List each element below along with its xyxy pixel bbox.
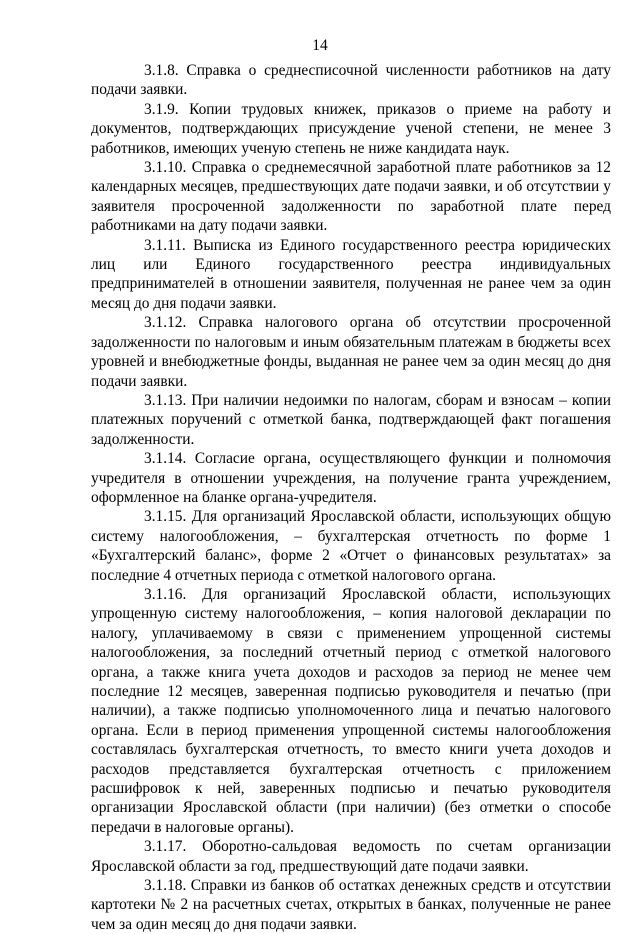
paragraph-3-1-8: 3.1.8. Справка о среднесписочной численности работников на дату подачи заявки. xyxy=(91,62,611,99)
paragraph-3-1-10: 3.1.10. Справка о среднемесячной заработной плате работников за 12 календарных месяцев, предшествующих дате подачи заявки, и об отсутствии у заявителя просроченной задолженности по заработной плате перед работниками на дату подачи заявки. xyxy=(91,159,611,235)
paragraph-3-1-13: 3.1.13. При наличии недоимки по налогам, сборам и взносам – копии платежных поручений с отметкой банка, подтверждающей факт погашения задолженности. xyxy=(91,391,611,448)
paragraph-3-1-18: 3.1.18. Справки из банков об остатках денежных средств и отсутствии картотеки № 2 на расчетных счетах, открытых в банках, полученные не ранее чем за один месяц до дня подачи заявки. xyxy=(91,877,611,933)
paragraph-3-1-9: 3.1.9. Копии трудовых книжек, приказов о приеме на работу и документов, подтверждающих присуждение ученой степени, не менее 3 работников, имеющих ученую степень не ниже кандидата наук. xyxy=(91,100,611,157)
paragraph-3-1-12: 3.1.12. Справка налогового органа об отсутствии просроченной задолженности по налоговым и иным обязательным платежам в бюджеты всех уровней и внебюджетные фонды, выданная не ранее чем за один месяц до дня подачи заявки. xyxy=(91,314,611,390)
paragraph-3-1-11: 3.1.11. Выписка из Единого государственного реестра юридических лиц или Единого государственного реестра индивидуальных предпринимателей в отношении заявителя, полученная не ранее чем за один месяц до дня подачи заявки. xyxy=(91,236,611,312)
paragraph-3-1-14: 3.1.14. Согласие органа, осуществляющего функции и полномочия учредителя в отношении учреждения, на получение гранта учреждением, оформленное на бланке органа-учредителя. xyxy=(91,450,611,506)
paragraph-3-1-16: 3.1.16. Для организаций Ярославской области, использующих упрощенную систему налогообложения, – копия налоговой декларации по налогу, уплачиваемому в связи с применением упрощенной системы налогообложения, за последний отчетный период с отметкой налогового органа, а также книга учета доходов и расходов за период не менее чем последние 12 месяцев, заверенная подписью руководителя и печатью (при наличии), а также подписью уполномоченного лица и печатью налогового органа. Если в период применения упрощенной системы налогообложения составлялась бухгалтерская отчетность, то вместо книги учета доходов и расходов представляется бухгалтерская отчетность с приложением расшифровок к ней, заверенных подписью и печатью руководителя организации Ярославской области (при наличии) (без отметки о способе передачи в налоговые органы). xyxy=(91,585,611,836)
paragraph-3-1-17: 3.1.17. Оборотно-сальдовая ведомость по счетам организации Ярославской области за год, предшествующий дате подачи заявки. xyxy=(91,838,611,875)
document-body xyxy=(91,61,611,934)
page-number: 14 xyxy=(312,37,328,54)
paragraph-3-1-15: 3.1.15. Для организаций Ярославской области, использующих общую систему налогообложения, – бухгалтерская отчетность по форме 1 «Бухгалтерский баланс», форме 2 «Отчет о финансовых результатах» за последние 4 отчетных периода с отметкой налогового органа. xyxy=(91,508,611,584)
